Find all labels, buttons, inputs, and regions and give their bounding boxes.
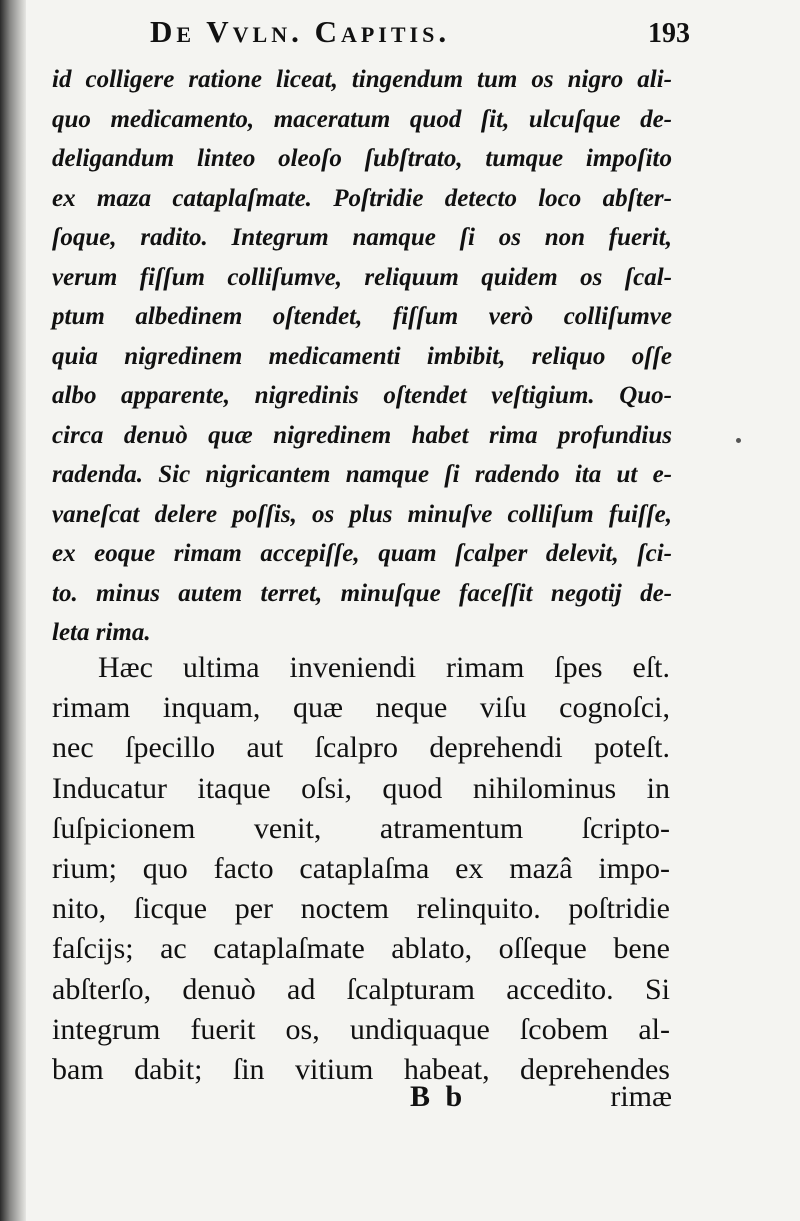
text-line: quia nigredinem medicamenti imbibit, reliquo oſſe	[52, 342, 672, 370]
text-line: ſoque, radito. Integrum namque ſi os non fuerit,	[52, 224, 672, 251]
text-line: Inducatur itaque oſsi, quod nihilominus in	[52, 771, 670, 805]
text-line: albo apparente, nigredinis oſtendet veſtigium. Quo-	[52, 382, 672, 409]
text-line: to. minus autem terret, minuſque faceſſit negotij de-	[52, 579, 672, 607]
text-line: quo medicamento, maceratum quod ſit, ulcuſque de-	[52, 105, 672, 133]
text-line: vaneſcat delere poſſis, os plus minuſve colliſum fuiſſe,	[52, 500, 672, 528]
text-line: nec ſpecillo aut ſcalpro deprehendi poteſt.	[52, 731, 670, 765]
text-line: rium; quo facto cataplaſma ex mazâ impo-	[52, 851, 670, 885]
text-line: integrum fuerit os, undiquaque ſcobem al-	[52, 1012, 670, 1046]
signature-mark: B b	[410, 1080, 467, 1113]
roman-paragraph	[52, 648, 670, 1090]
text-line: ſuſpicionem venit, atramentum ſcripto-	[52, 811, 670, 845]
running-title: De Vvln. Capitis.	[150, 14, 451, 49]
text-line: faſcijs; ac cataplaſmate ablato, oſſeque bene	[52, 932, 670, 966]
page-footer	[52, 1080, 672, 1120]
text-line: deligandum linteo oleoſo ſubſtrato, tumque impoſito	[52, 145, 672, 172]
page-number: 193	[648, 18, 690, 49]
text-line: bam dabit; ſin vitium habeat, deprehendes	[52, 1052, 670, 1086]
catchword: rimæ	[610, 1080, 672, 1113]
text-line: abſterſo, denuò ad ſcalpturam accedito. Si	[52, 972, 670, 1006]
text-line: nito, ſicque per noctem relinquito. poſtridie	[52, 892, 670, 926]
text-line: circa denuò quæ nigredinem habet rima profundius	[52, 421, 672, 449]
text-line: verum fiſſum colliſumve, reliquum quidem os ſcal-	[52, 263, 672, 291]
italic-paragraph	[52, 60, 672, 653]
text-line: leta rima.	[52, 619, 151, 646]
text-line: ex maza cataplaſmate. Poſtridie detecto loco abſter-	[52, 184, 672, 212]
page-header	[150, 8, 690, 48]
text-line: ex eoque rimam accepiſſe, quam ſcalper delevit, ſci-	[52, 540, 672, 567]
text-line: rimam inquam, quæ neque viſu cognoſci,	[52, 691, 670, 725]
ink-speck	[736, 438, 741, 443]
text-line: id colligere ratione liceat, tingendum tum os nigro ali-	[52, 66, 672, 93]
binding-shadow	[0, 0, 26, 1221]
text-line: Hæc ultima inveniendi rimam ſpes eſt.	[98, 651, 670, 684]
text-line: ptum albedinem oſtendet, fiſſum verò colliſumve	[52, 303, 672, 330]
text-line: radenda. Sic nigricantem namque ſi radendo ita ut e-	[52, 461, 672, 488]
